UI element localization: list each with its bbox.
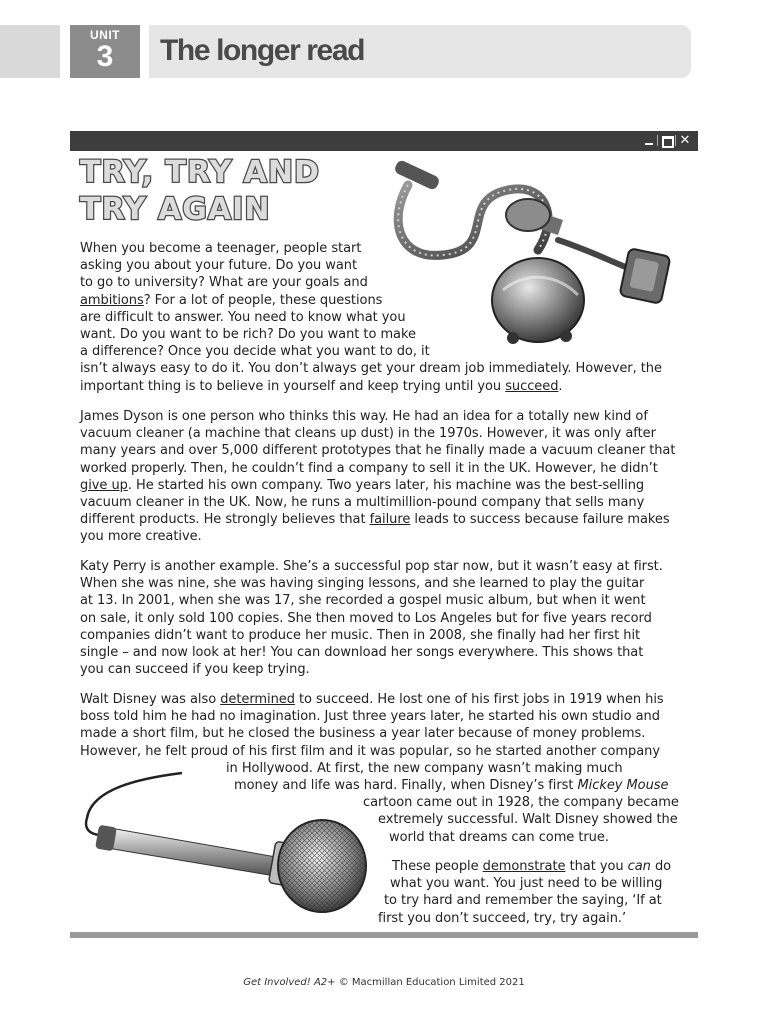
text-line: what you want. You just need to be willing xyxy=(390,876,663,892)
maximize-icon xyxy=(660,133,674,148)
text-run: important thing is to believe in yourself and keep trying until you xyxy=(80,378,506,394)
text-line: However, he felt proud of his first film and it was popular, so he started another company xyxy=(80,743,660,759)
vocab-word: succeed xyxy=(505,378,559,394)
text-line: James Dyson is one person who thinks this way. He had an idea for a totally new kind of xyxy=(80,409,648,424)
text-run: different products. He strongly believes that xyxy=(80,512,370,528)
text-line: worked properly. Then, he couldn’t find a company to sell it in the UK. However, he didn’t xyxy=(80,460,658,476)
window-separator xyxy=(657,135,658,146)
text-line: single – and now look at her! You can download her songs everywhere. This shows that xyxy=(80,645,644,661)
text-line: want. Do you want to be rich? Do you want to make xyxy=(80,327,416,343)
text-line xyxy=(80,858,671,875)
text-line: in Hollywood. At first, the new company wasn’t making much xyxy=(226,760,623,776)
emphasis-text: can xyxy=(627,859,651,874)
text-line: to try hard and remember the saying, ‘If at xyxy=(384,893,662,909)
text-run: . He started his own company. Two years later, his machine was the best-selling xyxy=(127,477,645,493)
text-line: When she was nine, she was having singing lessons, and she learned to play the guitar xyxy=(80,576,645,592)
vocab-word: ambitions xyxy=(80,292,144,308)
text-run: leads to success because failure makes xyxy=(410,512,670,528)
article-title xyxy=(80,154,380,228)
close-icon: ✕ xyxy=(679,133,691,148)
text-line: a difference? Once you decide what you want to do, it xyxy=(80,344,430,360)
text-line xyxy=(80,691,679,708)
window-title-bar xyxy=(70,131,698,151)
text-run: . xyxy=(558,378,563,394)
minimize-icon xyxy=(642,133,656,148)
text-run: These people xyxy=(392,859,483,874)
footer-book-title: Get Involved! A2+ xyxy=(243,977,336,988)
text-line: on sale, it only sold 100 copies. She then moved to Los Angeles but for five years record xyxy=(80,610,652,626)
text-run: do xyxy=(650,859,672,874)
text-line: first you don’t succeed, try, try again.’ xyxy=(378,910,627,926)
text-line xyxy=(80,477,675,494)
text-line: boss told him he had no imagination. Just three years later, he started his own studio and xyxy=(80,709,660,725)
text-line: you can succeed if you keep trying. xyxy=(80,662,310,678)
text-line: at 13. In 2001, when she was 17, she recorded a gospel music album, but when it went xyxy=(80,593,646,609)
text-line: vacuum cleaner (a machine that cleans up dust) in the 1970s. However, it was only after xyxy=(80,426,656,442)
text-line: extremely successful. Walt Disney showed the xyxy=(378,812,678,828)
text-run: to succeed. He lost one of his first jobs in 1919 when his xyxy=(294,692,664,707)
text-line: asking you about your future. Do you want xyxy=(80,258,357,274)
text-line: companies didn’t want to produce her music. Then in 2008, she finally had her first hit xyxy=(80,627,641,643)
unit-badge xyxy=(70,25,140,78)
unit-label: UNIT xyxy=(90,28,120,42)
paragraph-dyson xyxy=(80,408,675,546)
paragraph-perry xyxy=(80,558,663,678)
text-line: you more creative. xyxy=(80,529,202,545)
text-line: cartoon came out in 1928, the company became xyxy=(363,795,679,811)
text-line xyxy=(80,511,675,528)
window-separator xyxy=(675,135,676,146)
page-title: The longer read xyxy=(160,34,365,67)
article-title-line: TRY, TRY AND xyxy=(80,155,320,190)
article-title-line: TRY AGAIN xyxy=(80,192,271,227)
page-footer xyxy=(0,977,768,988)
paragraph-conclusion xyxy=(80,858,671,927)
text-line: vacuum cleaner in the UK. Now, he runs a multimillion-pound company that sells many xyxy=(80,495,645,511)
text-line: to go to university? What are your goals and xyxy=(80,275,368,291)
text-run: Walt Disney was also xyxy=(80,692,221,707)
text-line xyxy=(80,378,662,395)
text-line: Katy Perry is another example. She’s a successful pop star now, but it wasn’t easy at first. xyxy=(80,559,663,574)
text-line: isn’t always easy to do it. You don’t always get your dream job immediately. However, the xyxy=(80,361,662,377)
vocab-word: failure xyxy=(369,512,411,528)
emphasis-text: Mickey Mouse xyxy=(577,778,669,794)
vocab-word: demonstrate xyxy=(482,859,566,874)
vocab-word: determined xyxy=(220,692,295,707)
header-bar xyxy=(149,25,691,78)
paragraph-intro xyxy=(80,240,662,395)
text-line: many years and over 5,000 different prototypes that he finally made a vacuum cleaner that xyxy=(80,443,676,459)
text-line: made a short film, but he closed the business a year later because of money problems. xyxy=(80,726,646,742)
footer-copyright: © Macmillan Education Limited 2021 xyxy=(335,977,525,988)
vocab-word: give up xyxy=(80,477,128,493)
text-line xyxy=(80,292,662,309)
bottom-rule xyxy=(70,932,698,938)
text-run: money and life was hard. Finally, when Disney’s first xyxy=(234,778,578,794)
text-run: that you xyxy=(565,859,628,874)
unit-number: 3 xyxy=(96,40,114,73)
text-line: world that dreams can come true. xyxy=(389,829,609,845)
text-line: When you become a teenager, people start xyxy=(80,241,362,256)
header-left-tab xyxy=(0,25,60,78)
text-line: are difficult to answer. You need to know what you xyxy=(80,309,406,325)
text-run: ? For a lot of people, these questions xyxy=(143,292,383,308)
